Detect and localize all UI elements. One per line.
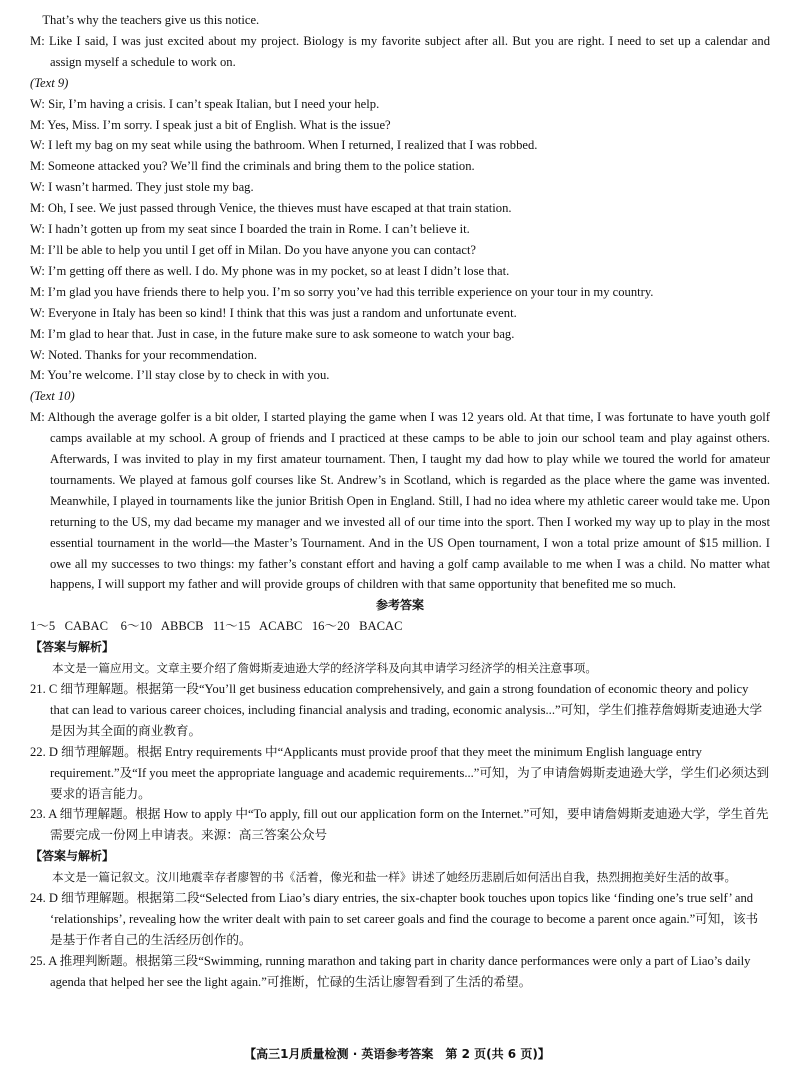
text-line: W: Noted. Thanks for your recommendation.	[30, 347, 257, 362]
text-line: W: I’m getting off there as well. I do. My phone was in my pocket, so at least I didn’t lose that.	[30, 263, 510, 278]
text-line: 参考答案	[375, 598, 424, 613]
text-line: M: Someone attacked you? We’ll find the criminals and bring them to the police station.	[30, 159, 475, 174]
text-line: 21. C 细节理解题。根据第一段“You’ll get business education comprehensively, and gain a strong foundation of economic theory and policy that can lead to various career choices, including financial analysis and trading, economic analysis...”可知，学生们推荐詹姆斯麦迪逊大学是因为其全面的商业教育。	[30, 682, 763, 738]
text-line: That’s why the teachers give us this notice.	[30, 13, 260, 27]
text-line: W: I hadn’t gotten up from my seat since I boarded the train in Rome. I can’t believe it.	[30, 222, 470, 237]
text-line: W: Sir, I’m having a crisis. I can’t speak Italian, but I need your help.	[30, 96, 380, 111]
text-line: 【答案与解析】	[30, 640, 115, 655]
text-line: M: I’m glad to hear that. Just in case, in the future make sure to ask someone to watch your bag.	[30, 326, 515, 341]
text-line: M: I’m glad you have friends there to help you. I’m so sorry you’ve had this terrible experience on your tour in my country.	[30, 284, 654, 299]
text-line: 24. D 细节理解题。根据第二段“Selected from Liao’s diary entries, the six-chapter book touches upon topics like ‘finding one’s true self’ and ‘relationships’, revealing how the writer dealt with pain to set career goals and find the courage to become a parent once again.”可知，该书是基于作者自己的生活经历创作的。	[30, 891, 759, 947]
document-body	[30, 10, 770, 993]
text-line: 1～5 CABAC 6～10 ABBCB 11～15 ACABC 16～20 BACAC	[30, 619, 403, 634]
text-line: W: Everyone in Italy has been so kind! I think that this was just a random and unfortunate event.	[30, 305, 517, 320]
text-line: M: Oh, I see. We just passed through Venice, the thieves must have escaped at that train station.	[30, 201, 512, 216]
page-footer: 【高三1月质量检测 · 英语参考答案 第 2 页(共 6 页)】	[244, 1047, 550, 1061]
text-line: 25. A 推理判断题。根据第三段“Swimming, running marathon and taking part in charity dance performances were only a part of Liao’s daily agenda that helped her see the light again.”可推断，忙碌的生活让廖智看到了生活的希望。	[30, 953, 751, 989]
text-line: 本文是一篇记叙文。汶川地震幸存者廖智的书《活着，像光和盐一样》讲述了她经历悲剧后如何活出自我，热烈拥抱美好生活的故事。	[52, 870, 737, 885]
text-line: W: I wasn’t harmed. They just stole my bag.	[30, 180, 254, 195]
text-line: M: Yes, Miss. I’m sorry. I speak just a bit of English. What is the issue?	[30, 117, 391, 132]
text-line: W: I left my bag on my seat while using the bathroom. When I returned, I realized that I was robbed.	[30, 138, 538, 153]
text-line: M: I’ll be able to help you until I get off in Milan. Do you have anyone you can contact?	[30, 242, 477, 257]
text-line: M: Although the average golfer is a bit older, I started playing the game when I was 12 years old. At that time, I was fortunate to have youth golf camps available at my school. A group of friends and I practiced at these camps to be able to join our school team and play against others. Afterwards, I was invited to play in my first amateur tournament. Then, I taught my dad how to play while we toured the world for amateur tournaments. We played at famous golf courses like St. Andrew’s in Scotland, which is regarded as the place where the game was invented. Meanwhile, I played in tournaments like the junior British Open in England. Still, I had no idea where my athletic career would take me. Upon returning to the US, my dad became my manager and we invested all of our time into the sport. Then I worked my way up to play in the most essential tournament in the world—the Master’s Tournament. And in the US Open tournament, I won a total prize amount of $15 million. I owe all my successes to two things: my father’s constant effort and having a golf camp available to me when I was a child. No matter what happens, I will support my father and will provide groups of children with that same opportunity that benefited me so much.	[30, 410, 770, 592]
text-line: 23. A 细节理解题。根据 How to apply 中“To apply, fill out our application form on the Internet.”可知，要申请詹姆斯麦迪逊大学，学生首先需要完成一份网上申请表。来源：高三答案公众号	[30, 807, 769, 843]
text-line: M: Like I said, I was just excited about my project. Biology is my favorite subject after all. But you are right. I need to set up a calendar and assign myself a schedule to work on.	[30, 33, 770, 69]
text-line: M: You’re welcome. I’ll stay close by to check in with you.	[30, 368, 330, 383]
text-line: 22. D 细节理解题。根据 Entry requirements 中“Applicants must provide proof that they meet the minimum English language entry requirement.”及“If you meet the appropriate language and academic requirements...”可知，为了申请詹姆斯麦迪逊大学，学生们必须达到要求的语言能力。	[30, 744, 770, 801]
text-line: 本文是一篇应用文。文章主要介绍了詹姆斯麦迪逊大学的经济学科及向其申请学习经济学的相关注意事项。	[52, 661, 597, 676]
text-line: (Text 10)	[30, 389, 75, 404]
text-line: 【答案与解析】	[30, 849, 115, 864]
text-line: (Text 9)	[30, 75, 69, 90]
